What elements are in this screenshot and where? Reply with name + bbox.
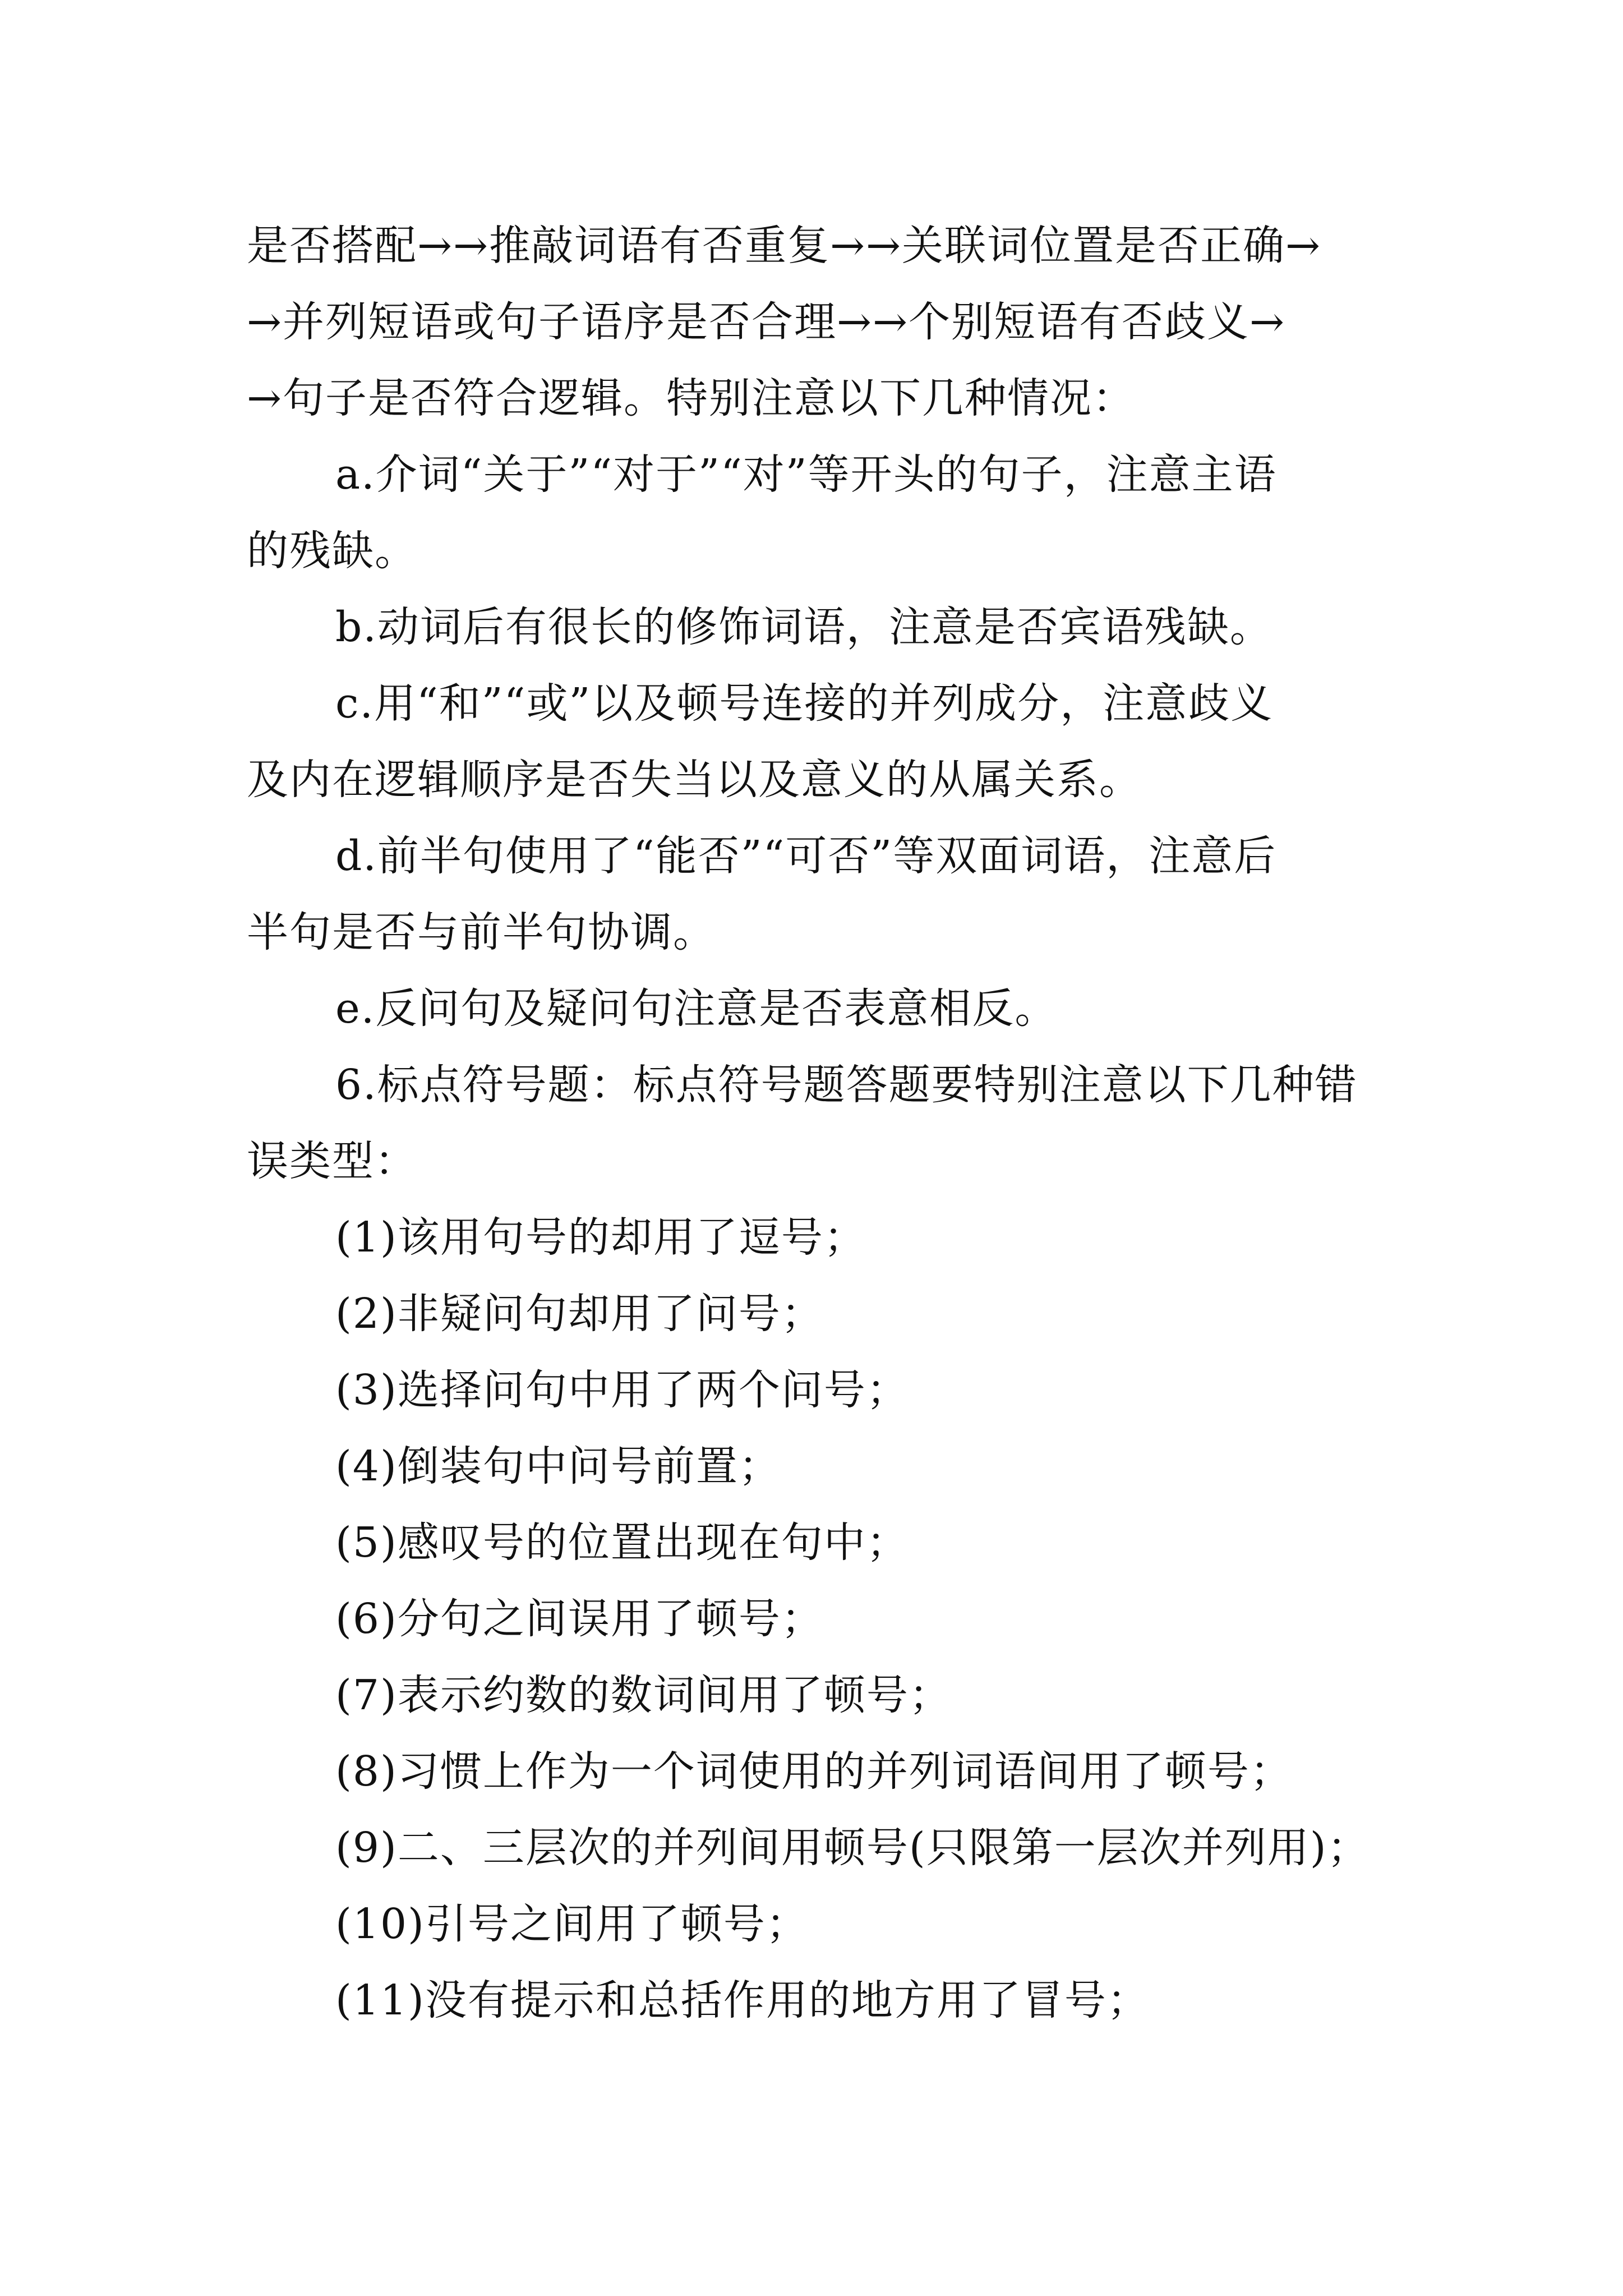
error-item-8: (8)习惯上作为一个词使用的并列词语间用了顿号； (335, 1747, 1293, 1796)
error-item-7: (7)表示约数的数词间用了顿号； (335, 1671, 952, 1719)
case-a-line-1: a.介词“关于”“对于”“对”等开头的句子，注意主语 (335, 450, 1277, 499)
error-item-4: (4)倒装句中问号前置； (335, 1442, 781, 1490)
section6-line-1: 6.标点符号题：标点符号题答题要特别注意以下几种错 (335, 1061, 1358, 1109)
case-d-line-1: d.前半句使用了“能否”“可否”等双面词语，注意后 (335, 832, 1277, 880)
error-item-5: (5)感叹号的位置出现在句中； (335, 1519, 909, 1567)
case-c-line-1: c.用“和”“或”以及顿号连接的并列成分，注意歧义 (335, 679, 1274, 728)
intro-line-1: 是否搭配→→推敲词语有否重复→→关联词位置是否正确→ (247, 222, 1322, 270)
error-item-2: (2)非疑问句却用了问号； (335, 1290, 824, 1338)
section6-line-2: 误类型： (247, 1137, 417, 1185)
error-item-10: (10)引号之间用了顿号； (335, 1900, 809, 1948)
intro-line-3: →句子是否符合逻辑。特别注意以下几种情况： (247, 374, 1136, 422)
case-c-line-2: 及内在逻辑顺序是否失当以及意义的从属关系。 (247, 756, 1142, 804)
case-e-line-1: e.反问句及疑问句注意是否表意相反。 (335, 984, 1058, 1033)
error-item-3: (3)选择问句中用了两个问号； (335, 1366, 909, 1414)
error-item-11: (11)没有提示和总括作用的地方用了冒号； (335, 1976, 1150, 2024)
case-a-line-2: 的残缺。 (247, 527, 417, 575)
error-item-1: (1)该用句号的却用了逗号； (335, 1213, 866, 1262)
error-item-6: (6)分句之间误用了顿号； (335, 1595, 824, 1643)
error-item-9: (9)二、三层次的并列间用顿号(只限第一层次并列用)； (335, 1824, 1370, 1872)
case-d-line-2: 半句是否与前半句协调。 (247, 908, 716, 956)
page-body (247, 208, 1385, 2039)
intro-line-2: →并列短语或句子语序是否合理→→个别短语有否歧义→ (247, 298, 1286, 346)
case-b-line-1: b.动词后有很长的修饰词语，注意是否宾语残缺。 (335, 603, 1272, 651)
